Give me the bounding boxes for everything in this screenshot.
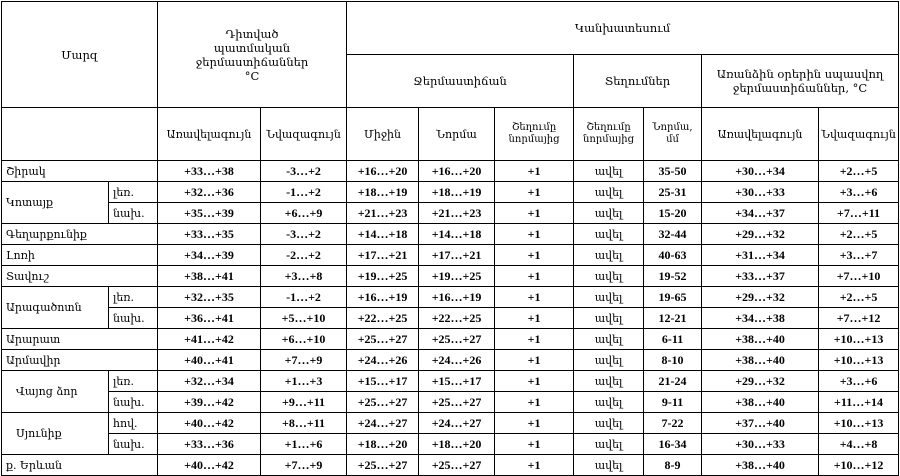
temp-mean-cell: +14…+18 (347, 224, 419, 245)
table-row (2, 203, 899, 224)
temp-mean-cell: +22…+25 (347, 308, 419, 329)
ext-min-cell: +3…+7 (819, 245, 899, 266)
table-row (2, 413, 899, 434)
hist-min-cell: +6…+9 (261, 203, 347, 224)
temp-dev-cell: +1 (495, 329, 574, 350)
ext-max-cell: +37…+40 (702, 413, 819, 434)
header-temp-deviation: Շեղումը նորմայից (495, 108, 574, 161)
hist-max-cell: +40…+42 (158, 413, 261, 434)
prec-dev-cell: ավել (574, 224, 644, 245)
temp-norm-cell: +14…+18 (419, 224, 495, 245)
header-prec-norm: Նորմա, մմ (644, 108, 702, 161)
temp-dev-cell: +1 (495, 434, 574, 455)
ext-min-cell: +11…+14 (819, 392, 899, 413)
hist-max-cell: +33…+38 (158, 161, 261, 182)
table-row (2, 224, 899, 245)
prec-dev-cell: ավել (574, 329, 644, 350)
header-hist-max: Առավելագույն (158, 108, 261, 161)
subregion-cell: հով. (109, 413, 158, 434)
prec-dev-cell: ավել (574, 434, 644, 455)
region-cell: Սյունիք (2, 413, 109, 455)
ext-min-cell: +10…+13 (819, 329, 899, 350)
header-prec-deviation: Շեղումը նորմայից (574, 108, 644, 161)
temp-dev-cell: +1 (495, 350, 574, 371)
temp-norm-cell: +16…+19 (419, 287, 495, 308)
table-row (2, 350, 899, 371)
prec-dev-cell: ավել (574, 161, 644, 182)
temp-mean-cell: +17…+21 (347, 245, 419, 266)
temp-dev-cell: +1 (495, 161, 574, 182)
subregion-cell: լեռ. (109, 182, 158, 203)
prec-norm-cell: 19-52 (644, 266, 702, 287)
ext-min-cell: +3…+6 (819, 371, 899, 392)
temp-mean-cell: +25…+27 (347, 455, 419, 476)
region-cell: Արմավիր (2, 350, 158, 371)
temp-dev-cell: +1 (495, 203, 574, 224)
temp-mean-cell: +25…+27 (347, 392, 419, 413)
ext-min-cell: +7…+12 (819, 308, 899, 329)
table-row (2, 287, 899, 308)
ext-max-cell: +38…+40 (702, 329, 819, 350)
hist-max-cell: +32…+34 (158, 371, 261, 392)
header-extremes: Առանձին օրերին սպասվող ջերմաստիճաններ, °C (702, 55, 899, 108)
temp-dev-cell: +1 (495, 413, 574, 434)
hist-max-cell: +35…+39 (158, 203, 261, 224)
ext-min-cell: +3…+6 (819, 182, 899, 203)
historical-title: Դիտված պատմական ջերմաստիճաններ (195, 26, 309, 69)
ext-max-cell: +30…+33 (702, 434, 819, 455)
hist-max-cell: +39…+42 (158, 392, 261, 413)
prec-norm-cell: 21-24 (644, 371, 702, 392)
region-cell: Լոռի (2, 245, 158, 266)
table-row (2, 182, 899, 203)
ext-max-cell: +38…+40 (702, 455, 819, 476)
temp-dev-cell: +1 (495, 182, 574, 203)
hist-min-cell: +8…+11 (261, 413, 347, 434)
temp-dev-cell: +1 (495, 287, 574, 308)
prec-norm-cell: 15-20 (644, 203, 702, 224)
historical-unit: °C (244, 68, 260, 83)
temp-dev-cell: +1 (495, 455, 574, 476)
prec-norm-cell: 6-11 (644, 329, 702, 350)
hist-max-cell: +32…+36 (158, 182, 261, 203)
ext-max-cell: +30…+33 (702, 182, 819, 203)
prec-dev-cell: ավել (574, 203, 644, 224)
prec-dev-cell: ավել (574, 182, 644, 203)
temp-dev-cell: +1 (495, 245, 574, 266)
prec-dev-cell: ավել (574, 413, 644, 434)
prec-dev-cell: ավել (574, 308, 644, 329)
hist-min-cell: -3…+2 (261, 224, 347, 245)
region-cell: Գեղարքունիք (2, 224, 158, 245)
subregion-cell: նախ. (109, 308, 158, 329)
temp-norm-cell: +17…+21 (419, 245, 495, 266)
prec-dev-cell: ավել (574, 371, 644, 392)
hist-min-cell: +3…+8 (261, 266, 347, 287)
header-region-spacer (2, 108, 158, 161)
temp-mean-cell: +21…+23 (347, 203, 419, 224)
header-forecast: Կանխատեսում (347, 2, 899, 55)
prec-norm-cell: 12-21 (644, 308, 702, 329)
subregion-cell: նախ. (109, 434, 158, 455)
region-cell: Կոտայք (2, 182, 109, 224)
ext-min-cell: +2…+5 (819, 224, 899, 245)
temp-norm-cell: +16…+20 (419, 161, 495, 182)
ext-min-cell: +2…+5 (819, 161, 899, 182)
temp-norm-cell: +19…+25 (419, 266, 495, 287)
prec-norm-cell: 8-9 (644, 455, 702, 476)
ext-min-cell: +10…+12 (819, 455, 899, 476)
prec-dev-cell: ավել (574, 455, 644, 476)
hist-min-cell: +7…+9 (261, 455, 347, 476)
prec-norm-cell: 8-10 (644, 350, 702, 371)
table-row (2, 308, 899, 329)
temp-norm-cell: +24…+26 (419, 350, 495, 371)
ext-max-cell: +29…+32 (702, 371, 819, 392)
hist-min-cell: +7…+9 (261, 350, 347, 371)
region-cell: Տավուշ (2, 266, 158, 287)
temp-norm-cell: +22…+25 (419, 308, 495, 329)
weather-forecast-table (1, 1, 899, 476)
region-cell: Արարատ (2, 329, 158, 350)
temp-norm-cell: +18…+19 (419, 182, 495, 203)
ext-max-cell: +34…+37 (702, 203, 819, 224)
ext-min-cell: +4…+8 (819, 434, 899, 455)
ext-max-cell: +38…+40 (702, 392, 819, 413)
hist-min-cell: +5…+10 (261, 308, 347, 329)
prec-norm-cell: 16-34 (644, 434, 702, 455)
temp-dev-cell: +1 (495, 266, 574, 287)
region-cell: Արագածոտն (2, 287, 109, 329)
temp-norm-cell: +25…+27 (419, 455, 495, 476)
hist-max-cell: +34…+39 (158, 245, 261, 266)
prec-norm-cell: 7-22 (644, 413, 702, 434)
prec-norm-cell: 35-50 (644, 161, 702, 182)
header-precipitation: Տեղումներ (574, 55, 702, 108)
temp-mean-cell: +19…+25 (347, 266, 419, 287)
temp-norm-cell: +24…+27 (419, 413, 495, 434)
region-cell: Շիրակ (2, 161, 158, 182)
header-temp-mean: Միջին (347, 108, 419, 161)
prec-norm-cell: 40-63 (644, 245, 702, 266)
prec-norm-cell: 19-65 (644, 287, 702, 308)
temp-norm-cell: +18…+20 (419, 434, 495, 455)
prec-dev-cell: ավել (574, 350, 644, 371)
header-region: Մարզ (2, 2, 158, 108)
hist-min-cell: +1…+6 (261, 434, 347, 455)
hist-max-cell: +38…+41 (158, 266, 261, 287)
temp-dev-cell: +1 (495, 308, 574, 329)
table-row (2, 329, 899, 350)
subregion-cell: նախ. (109, 392, 158, 413)
ext-max-cell: +29…+32 (702, 224, 819, 245)
hist-max-cell: +40…+41 (158, 350, 261, 371)
temp-mean-cell: +18…+20 (347, 434, 419, 455)
ext-max-cell: +30…+34 (702, 161, 819, 182)
temp-dev-cell: +1 (495, 392, 574, 413)
temp-norm-cell: +25…+27 (419, 392, 495, 413)
hist-max-cell: +32…+35 (158, 287, 261, 308)
header-temperature: Ջերմաստիճան (347, 55, 574, 108)
temp-mean-cell: +18…+19 (347, 182, 419, 203)
prec-norm-cell: 9-11 (644, 392, 702, 413)
subregion-cell: նախ. (109, 203, 158, 224)
hist-max-cell: +33…+35 (158, 224, 261, 245)
ext-max-cell: +31…+34 (702, 245, 819, 266)
table-row (2, 266, 899, 287)
header-hist-min: Նվազագույն (261, 108, 347, 161)
prec-norm-cell: 25-31 (644, 182, 702, 203)
temp-mean-cell: +25…+27 (347, 329, 419, 350)
table-row (2, 392, 899, 413)
temp-mean-cell: +16…+19 (347, 287, 419, 308)
ext-max-cell: +33…+37 (702, 266, 819, 287)
temp-norm-cell: +25…+27 (419, 329, 495, 350)
table-row (2, 161, 899, 182)
table-row (2, 371, 899, 392)
ext-max-cell: +34…+38 (702, 308, 819, 329)
prec-dev-cell: ավել (574, 245, 644, 266)
table-row (2, 434, 899, 455)
ext-min-cell: +10…+13 (819, 413, 899, 434)
ext-max-cell: +29…+32 (702, 287, 819, 308)
region-cell: Վայոց ձոր (2, 371, 109, 413)
region-cell: ք. Երևան (2, 455, 158, 476)
table-row (2, 245, 899, 266)
hist-max-cell: +33…+36 (158, 434, 261, 455)
temp-mean-cell: +24…+26 (347, 350, 419, 371)
hist-min-cell: -1…+2 (261, 182, 347, 203)
hist-min-cell: -3…+2 (261, 161, 347, 182)
subregion-cell: լեռ. (109, 287, 158, 308)
hist-max-cell: +40…+42 (158, 455, 261, 476)
ext-min-cell: +7…+11 (819, 203, 899, 224)
forecast-table-sheet (1, 1, 898, 476)
hist-min-cell: -2…+2 (261, 245, 347, 266)
prec-dev-cell: ավել (574, 392, 644, 413)
ext-min-cell: +2…+5 (819, 287, 899, 308)
temp-mean-cell: +15…+17 (347, 371, 419, 392)
ext-min-cell: +7…+10 (819, 266, 899, 287)
hist-max-cell: +41…+42 (158, 329, 261, 350)
ext-max-cell: +38…+40 (702, 350, 819, 371)
prec-dev-cell: ավել (574, 287, 644, 308)
hist-min-cell: +1…+3 (261, 371, 347, 392)
temp-dev-cell: +1 (495, 224, 574, 245)
ext-min-cell: +10…+13 (819, 350, 899, 371)
header-historical-temperatures (158, 2, 347, 108)
hist-min-cell: +6…+10 (261, 329, 347, 350)
header-ext-max: Առավելագույն (702, 108, 819, 161)
table-row (2, 455, 899, 476)
hist-min-cell: -1…+2 (261, 287, 347, 308)
header-ext-min: Նվազագույն (819, 108, 899, 161)
temp-norm-cell: +21…+23 (419, 203, 495, 224)
prec-norm-cell: 32-44 (644, 224, 702, 245)
prec-dev-cell: ավել (574, 266, 644, 287)
hist-max-cell: +36…+41 (158, 308, 261, 329)
temp-dev-cell: +1 (495, 371, 574, 392)
hist-min-cell: +9…+11 (261, 392, 347, 413)
subregion-cell: լեռ. (109, 371, 158, 392)
temp-norm-cell: +15…+17 (419, 371, 495, 392)
temp-mean-cell: +16…+20 (347, 161, 419, 182)
temp-mean-cell: +24…+27 (347, 413, 419, 434)
header-temp-norm: Նորմա (419, 108, 495, 161)
